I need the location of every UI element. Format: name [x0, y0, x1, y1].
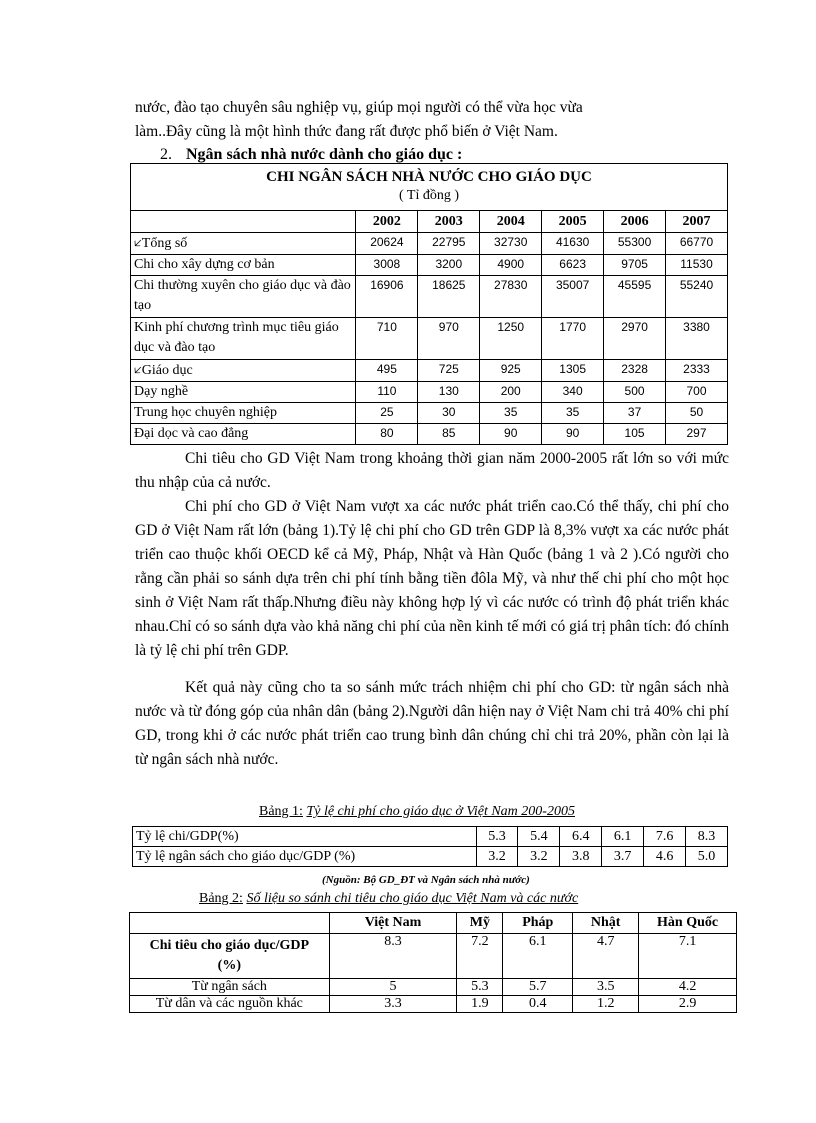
table2-header-row: [130, 913, 737, 934]
table1-row-label: Tỷ lệ ngân sách cho giáo dục/GDP (%): [133, 847, 477, 867]
section-number: 2.: [160, 146, 172, 163]
budget-value-cell: 925: [480, 360, 542, 382]
row-label: Trung học chuyên nghiệp: [134, 405, 277, 420]
budget-value-cell: 110: [356, 382, 418, 403]
table2-value-cell: 8.3: [329, 934, 457, 979]
budget-value-cell: 27830: [480, 276, 542, 318]
year-header: 2002: [356, 211, 418, 233]
row-label: Dạy nghề: [134, 384, 189, 399]
table2-row-label: Chi tiêu cho giáo dục/GDP (%): [130, 934, 330, 979]
row-label: Đại dọc và cao đẳng: [134, 426, 249, 441]
budget-value-cell: 32730: [480, 233, 542, 255]
budget-value-cell: 37: [604, 403, 666, 424]
budget-table-unit: ( Tỉ đồng ): [398, 188, 459, 203]
budget-value-cell: 2328: [604, 360, 666, 382]
budget-table-title: CHI NGÂN SÁCH NHÀ NƯỚC CHO GIÁO DỤC: [266, 169, 592, 185]
budget-table-row: [131, 382, 728, 403]
table2-header-cell: [130, 913, 330, 934]
budget-value-cell: 90: [480, 424, 542, 445]
budget-value-cell: 4900: [480, 255, 542, 276]
table2-value-cell: 5.3: [457, 979, 503, 996]
budget-value-cell: 16906: [356, 276, 418, 318]
row-label-cell: [131, 403, 356, 424]
table2-value-cell: 4.7: [573, 934, 639, 979]
budget-value-cell: 3008: [356, 255, 418, 276]
row-label: Kinh phí chương trình mục tiêu giáo dục và đào tạo: [134, 320, 339, 355]
table1-caption-text: Tỷ lệ chi phí cho giáo dục ở Việt Nam 200-2005: [306, 804, 575, 819]
table2-caption-label: Bảng 2:: [199, 891, 243, 906]
budget-value-cell: 1250: [480, 318, 542, 360]
budget-value-cell: 50: [666, 403, 728, 424]
budget-value-cell: 970: [418, 318, 480, 360]
budget-value-cell: 35: [480, 403, 542, 424]
table1-value-cell: 7.6: [644, 827, 686, 847]
year-header: 2005: [542, 211, 604, 233]
section-heading: [160, 146, 462, 164]
row-label-cell: [131, 233, 356, 255]
table2-header-cell: Việt Nam: [329, 913, 457, 934]
budget-value-cell: 340: [542, 382, 604, 403]
year-header: 2003: [418, 211, 480, 233]
budget-value-cell: 20624: [356, 233, 418, 255]
table2-header-cell: Nhật: [573, 913, 639, 934]
year-header: 2007: [666, 211, 728, 233]
budget-value-cell: 66770: [666, 233, 728, 255]
table1-value-cell: 8.3: [686, 827, 728, 847]
table1-value-cell: 3.7: [602, 847, 644, 867]
budget-value-cell: 500: [604, 382, 666, 403]
row-label-cell: [131, 424, 356, 445]
table2-row: [130, 996, 737, 1013]
budget-value-cell: 3380: [666, 318, 728, 360]
budget-table-row: [131, 424, 728, 445]
table2-caption: [199, 891, 578, 907]
row-label: Giáo dục: [141, 363, 193, 378]
table1-row: [133, 847, 728, 867]
budget-value-cell: 130: [418, 382, 480, 403]
row-label-cell: [131, 276, 356, 318]
table2-header-cell: Pháp: [503, 913, 573, 934]
table1-source: (Nguồn: Bộ GD_ĐT và Ngân sách nhà nước): [322, 874, 530, 886]
body-paragraph-3: Kết quả này cũng cho ta so sánh mức trách nhiệm chi phí cho GD: từ ngân sách nhà nước và từ đóng góp của nhân dân (bảng 2).Người dân hiện nay ở Việt Nam chi trả 40% chi phí GD, trong khi ở các nước phát triển cao trung bình dân chúng chỉ chi trả 20%, phần còn lại là từ ngân sách nhà nước.: [135, 679, 729, 768]
budget-value-cell: 85: [418, 424, 480, 445]
table2-row: [130, 979, 737, 996]
budget-table-header-row: [131, 211, 728, 233]
table1-caption: [259, 804, 575, 820]
budget-value-cell: 90: [542, 424, 604, 445]
budget-table-row: [131, 233, 728, 255]
budget-value-cell: 35: [542, 403, 604, 424]
table2-value-cell: 7.1: [639, 934, 737, 979]
bullet-arrow-icon: 🡧: [134, 236, 142, 250]
table1-row-label: Tỷ lệ chi/GDP(%): [133, 827, 477, 847]
top-paragraph: [135, 96, 729, 144]
budget-value-cell: 2970: [604, 318, 666, 360]
budget-value-cell: 1305: [542, 360, 604, 382]
row-label-cell: [131, 382, 356, 403]
row-label-cell: [131, 255, 356, 276]
table2-value-cell: 0.4: [503, 996, 573, 1013]
table1-value-cell: 5.3: [476, 827, 518, 847]
table2-value-cell: 5: [329, 979, 457, 996]
table1-value-cell: 3.2: [518, 847, 560, 867]
year-header: 2004: [480, 211, 542, 233]
budget-value-cell: 45595: [604, 276, 666, 318]
table2-comparison: [129, 912, 737, 1013]
table2-value-cell: 6.1: [503, 934, 573, 979]
row-label: Chi thường xuyên cho giáo dục và đào tạo: [134, 278, 351, 313]
row-label-cell: [131, 318, 356, 360]
budget-table-row: [131, 276, 728, 318]
budget-table-row: [131, 403, 728, 424]
budget-value-cell: 200: [480, 382, 542, 403]
year-header: 2006: [604, 211, 666, 233]
section-title: Ngân sách nhà nước dành cho giáo dục :: [186, 146, 463, 163]
table1-value-cell: 5.4: [518, 827, 560, 847]
table1-value-cell: 5.0: [686, 847, 728, 867]
bullet-arrow-icon: 🡧: [134, 363, 142, 377]
budget-value-cell: 25: [356, 403, 418, 424]
table2-row-label: Từ ngân sách: [130, 979, 330, 996]
table2-value-cell: 2.9: [639, 996, 737, 1013]
table2-value-cell: 1.2: [573, 996, 639, 1013]
budget-value-cell: 495: [356, 360, 418, 382]
budget-value-cell: 41630: [542, 233, 604, 255]
table2-row-label: Từ dân và các nguồn khác: [130, 996, 330, 1013]
table1-value-cell: 6.4: [560, 827, 602, 847]
top-paragraph-line-1: nước, đào tạo chuyên sâu nghiệp vụ, giúp mọi người có thể vừa học vừa: [135, 99, 583, 116]
table2-value-cell: 4.2: [639, 979, 737, 996]
budget-value-cell: 22795: [418, 233, 480, 255]
table2-value-cell: 3.5: [573, 979, 639, 996]
table2-row: [130, 934, 737, 979]
budget-value-cell: 297: [666, 424, 728, 445]
budget-value-cell: 55240: [666, 276, 728, 318]
row-label: Chi cho xây dựng cơ bản: [134, 257, 275, 272]
budget-value-cell: 700: [666, 382, 728, 403]
budget-value-cell: 6623: [542, 255, 604, 276]
budget-table: [130, 163, 728, 445]
table2-value-cell: 5.7: [503, 979, 573, 996]
table1-value-cell: 3.8: [560, 847, 602, 867]
table2-value-cell: 3.3: [329, 996, 457, 1013]
table1-value-cell: 3.2: [476, 847, 518, 867]
table1-ratio: [132, 826, 728, 867]
budget-value-cell: 55300: [604, 233, 666, 255]
row-label: Tổng số: [141, 236, 188, 251]
body-paragraph-1: Chi tiêu cho GD Việt Nam trong khoảng thời gian năm 2000-2005 rất lớn so với mức thu nhập của cả nước.: [135, 450, 729, 491]
table1-row: [133, 827, 728, 847]
budget-table-row: [131, 318, 728, 360]
table2-header-cell: Mỹ: [457, 913, 503, 934]
budget-table-corner: [131, 211, 356, 233]
body-paragraph-2: Chi phí cho GD ở Việt Nam vượt xa các nước phát triển cao.Có thể thấy, chi phí cho GD ở Việt Nam rất lớn (bảng 1).Tỷ lệ chi phí cho GD trên GDP là 8,3% vượt xa các nước phát triển cao thuộc khối OECD kể cả Mỹ, Pháp, Nhật và Hàn Quốc (bảng 1 và 2 ).Có người cho rằng cần phải so sánh dựa trên chi phí tính bằng tiền đôla Mỹ, và như thế chi phí cho một học sinh ở Việt Nam rất thấp.Nhưng điều này không hợp lý vì các nước có trình độ phát triển khác nhau.Chỉ có so sánh dựa vào khả năng chi phí của nền kinh tế mới có giá trị phân tích: đó chính là tỷ lệ chi phí trên GDP.: [135, 498, 729, 659]
budget-value-cell: 710: [356, 318, 418, 360]
budget-value-cell: 9705: [604, 255, 666, 276]
budget-table-title-cell: [131, 164, 728, 211]
budget-value-cell: 30: [418, 403, 480, 424]
table2-value-cell: 1.9: [457, 996, 503, 1013]
budget-value-cell: 105: [604, 424, 666, 445]
budget-value-cell: 3200: [418, 255, 480, 276]
budget-value-cell: 11530: [666, 255, 728, 276]
table2-caption-text: Số liệu so sánh chi tiêu cho giáo dục Việt Nam và các nước: [246, 891, 579, 906]
table1-caption-label: Bảng 1:: [259, 804, 303, 819]
row-label-cell: [131, 360, 356, 382]
budget-table-row: [131, 360, 728, 382]
budget-value-cell: 1770: [542, 318, 604, 360]
table1-value-cell: 6.1: [602, 827, 644, 847]
budget-value-cell: 35007: [542, 276, 604, 318]
top-paragraph-line-2: làm..Đây cũng là một hình thức đang rất được phổ biến ở Việt Nam.: [135, 123, 558, 140]
budget-value-cell: 80: [356, 424, 418, 445]
budget-value-cell: 2333: [666, 360, 728, 382]
budget-table-row: [131, 255, 728, 276]
table1-value-cell: 4.6: [644, 847, 686, 867]
budget-value-cell: 725: [418, 360, 480, 382]
table2-header-cell: Hàn Quốc: [639, 913, 737, 934]
budget-value-cell: 18625: [418, 276, 480, 318]
table2-value-cell: 7.2: [457, 934, 503, 979]
